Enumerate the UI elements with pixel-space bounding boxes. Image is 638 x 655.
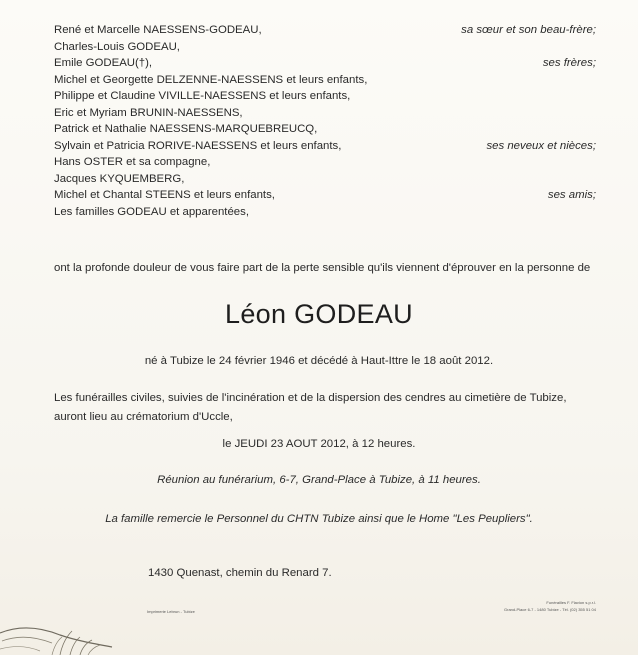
family-relation: ses neveux et nièces;	[486, 139, 596, 152]
family-row	[54, 105, 596, 122]
family-names: Michel et Georgette DELZENNE-NAESSENS et leurs enfants,	[54, 73, 368, 86]
family-row	[54, 187, 596, 204]
family-names: Eric et Myriam BRUNIN-NAESSENS,	[54, 106, 243, 119]
family-names: Les familles GODEAU et apparentées,	[54, 205, 249, 218]
reunion-text: Réunion au funérarium, 6-7, Grand-Place à Tubize, à 11 heures.	[157, 474, 481, 486]
family-names: Jacques KYQUEMBERG,	[54, 172, 185, 185]
funeral-home-name: Funérailles F. Flavion s.p.r.l.	[546, 600, 596, 605]
printer-credit: Imprimerie Lebrun - Tubize	[147, 609, 195, 614]
family-relation: ses frères;	[542, 57, 596, 69]
family-row	[54, 121, 596, 138]
funeral-text: Les funérailles civiles, suivies de l'incinération et de la dispersion des cendres au cimetière de Tubize, auront lieu au crématorium d'Uccle,	[54, 392, 567, 423]
intro-text: ont la profonde douleur de vous faire part de la perte sensible qu'ils viennent d'éprouver en la personne de	[54, 262, 591, 274]
family-row	[54, 171, 596, 188]
family-row	[54, 154, 596, 171]
funeral-home-address: Grand-Place 6-7 - 1480 Tubize - Tél. (02) 355 51 04	[504, 607, 596, 612]
family-names: Emile GODEAU(†),	[54, 57, 153, 69]
deceased-name: Léon GODEAU	[225, 299, 413, 329]
family-row	[54, 39, 596, 56]
funeral-date: le JEUDI 23 AOUT 2012, à 12 heures.	[222, 438, 416, 450]
family-names: Michel et Chantal STEENS et leurs enfants,	[54, 189, 275, 201]
family-row	[54, 88, 596, 105]
decorative-sketch-image	[0, 585, 140, 655]
family-names: Charles-Louis GODEAU,	[54, 40, 180, 53]
family-relation: sa sœur et son beau-frère;	[461, 24, 596, 36]
family-names: Patrick et Nathalie NAESSENS-MARQUEBREUCQ,	[54, 123, 318, 135]
funeral-home-credit	[504, 599, 596, 613]
family-row	[54, 72, 596, 89]
family-relation: ses amis;	[547, 189, 596, 201]
birth-death-line: né à Tubize le 24 février 1946 et décédé à Haut-Ittre le 18 août 2012.	[144, 355, 494, 367]
family-names: Hans OSTER et sa compagne,	[54, 156, 211, 168]
family-row	[54, 55, 596, 72]
family-address: 1430 Quenast, chemin du Renard 7.	[148, 567, 332, 579]
family-names: Philippe et Claudine VIVILLE-NAESSENS et leurs enfants,	[54, 90, 351, 102]
family-names: Sylvain et Patricia RORIVE-NAESSENS et leurs enfants,	[54, 139, 342, 152]
family-row	[54, 204, 596, 221]
family-row	[54, 22, 596, 39]
thanks-text: La famille remercie le Personnel du CHTN Tubize ainsi que le Home "Les Peupliers".	[105, 513, 533, 525]
family-list	[54, 22, 596, 220]
family-row	[54, 138, 596, 155]
family-names: René et Marcelle NAESSENS-GODEAU,	[54, 24, 262, 36]
